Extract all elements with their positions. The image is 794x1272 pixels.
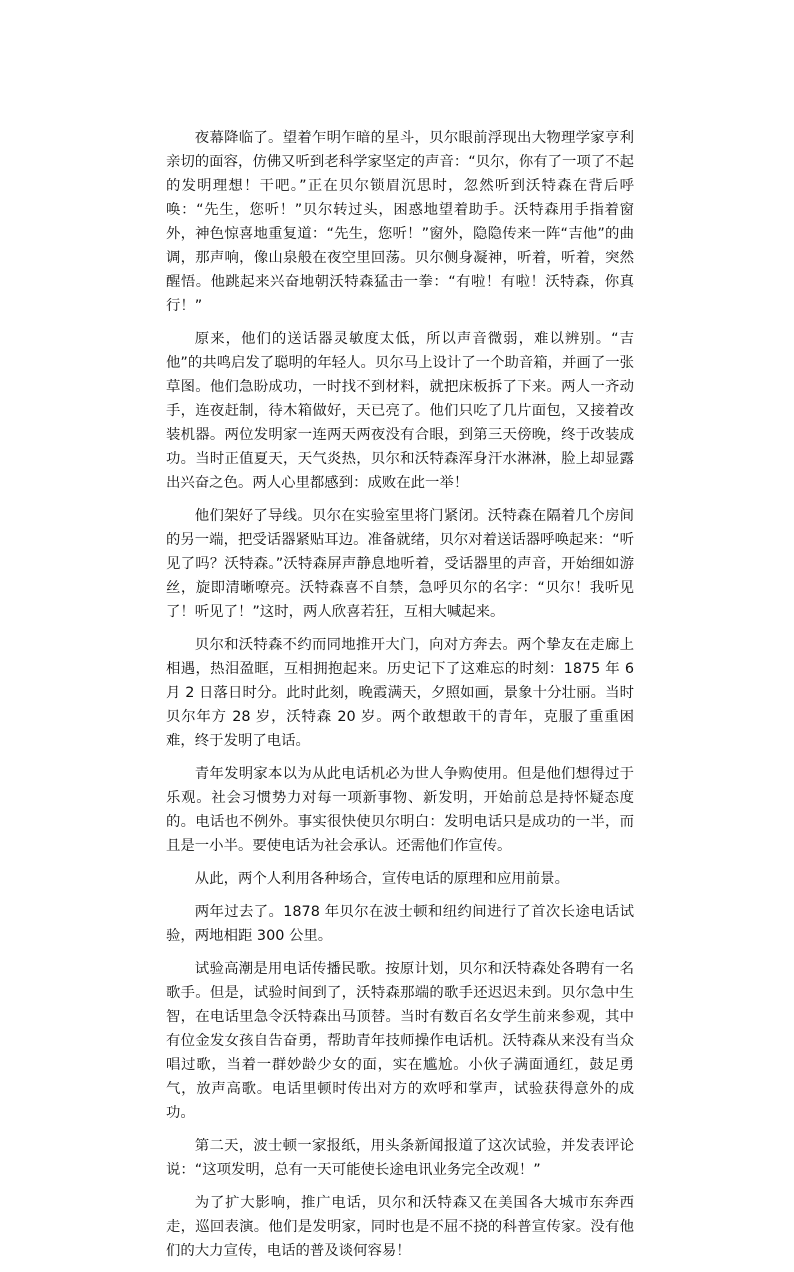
paragraph-10: 为了扩大影响，推广电话，贝尔和沃特森又在美国各大城市东奔西走，巡回表演。他们是发明家，同时也是不屈不挠的科普宣传家。没有他们的大力宣传，电话的普及谈何容易！ <box>166 1195 634 1259</box>
paragraph-5: 青年发明家本以为从此电话机必为世人争购使用。但是他们想得过于乐观。社会习惯势力对每一项新事物、新发明，开始前总是持怀疑态度的。电话也不例外。事实很快使贝尔明白：发明电话只是成功的一半，而且是一小半。要使电话为社会承认。还需他们作宣传。 <box>166 766 634 854</box>
paragraph-2: 原来，他们的送话器灵敏度太低，所以声音微弱，难以辨别。“吉他”的共鸣启发了聪明的年轻人。贝尔马上设计了一个助音箱，并画了一张草图。他们急盼成功，一时找不到材料，就把床板拆了下来。两人一齐动手，连夜赶制，待木箱做好，天已亮了。他们只吃了几片面包，又接着改装机器。两位发明家一连两天两夜没有合眼，到第三天傍晚，终于改装成功。当时正值夏天，天气炎热，贝尔和沃特森浑身汗水淋淋，脸上却显露出兴奋之色。两人心里都感到：成败在此一举！ <box>166 331 634 491</box>
document-page <box>166 126 634 1272</box>
paragraph-4: 贝尔和沃特森不约而同地推开大门，向对方奔去。两个挚友在走廊上相遇，热泪盈眶，互相拥抱起来。历史记下了这难忘的时刻：1875 年 6 月 2 日落日时分。此时此刻，晚霞满天，夕照如画，景象十分壮丽。当时贝尔年方 28 岁，沃特森 20 岁。两个敢想敢干的青年，克服了重重困难，终于发明了电话。 <box>166 637 634 749</box>
paragraph-9: 第二天，波士顿一家报纸，用头条新闻报道了这次试验，并发表评论说：“这项发明，总有一天可能使长途电讯业务完全改观！” <box>166 1138 634 1178</box>
paragraph-7: 两年过去了。1878 年贝尔在波士顿和纽约间进行了首次长途电话试验，两地相距 300 公里。 <box>166 904 634 944</box>
paragraph-1: 夜幕降临了。望着乍明乍暗的星斗，贝尔眼前浮现出大物理学家亨利亲切的面容，仿佛又听到老科学家坚定的声音：“贝尔，你有了一项了不起的发明理想！干吧。”正在贝尔锁眉沉思时，忽然听到沃特森在背后呼唤：“先生，您听！”贝尔转过头，困惑地望着助手。沃特森用手指着窗外，神色惊喜地重复道：“先生，您听！”窗外，隐隐传来一阵“吉他”的曲调，那声响，像山泉般在夜空里回荡。贝尔侧身凝神，听着，听着，突然醒悟。他跳起来兴奋地朝沃特森猛击一拳：“有啦！有啦！沃特森，你真行！” <box>166 130 634 314</box>
paragraph-6: 从此，两个人利用各种场合，宣传电话的原理和应用前景。 <box>194 871 569 887</box>
paragraph-8: 试验高潮是用电话传播民歌。按原计划，贝尔和沃特森处各聘有一名歌手。但是，试验时间到了，沃特森那端的歌手还迟迟未到。贝尔急中生智，在电话里急令沃特森出马顶替。当时有数百名女学生前来参观，其中有位金发女孩自告奋勇，帮助青年技师操作电话机。沃特森从来没有当众唱过歌，当着一群妙龄少女的面，实在尴尬。小伙子满面通红，鼓足勇气，放声高歌。电话里顿时传出对方的欢呼和掌声，试验获得意外的成功。 <box>166 961 634 1121</box>
paragraph-3: 他们架好了导线。贝尔在实验室里将门紧闭。沃特森在隔着几个房间的另一端，把受话器紧贴耳边。准备就绪，贝尔对着送话器呼唤起来：“听见了吗？沃特森。”沃特森屏声静息地听着，受话器里的声音，开始细如游丝，旋即清晰嘹亮。沃特森喜不自禁，急呼贝尔的名字：“贝尔！我听见了！听见了！”这时，两人欣喜若狂，互相大喊起来。 <box>166 508 634 620</box>
